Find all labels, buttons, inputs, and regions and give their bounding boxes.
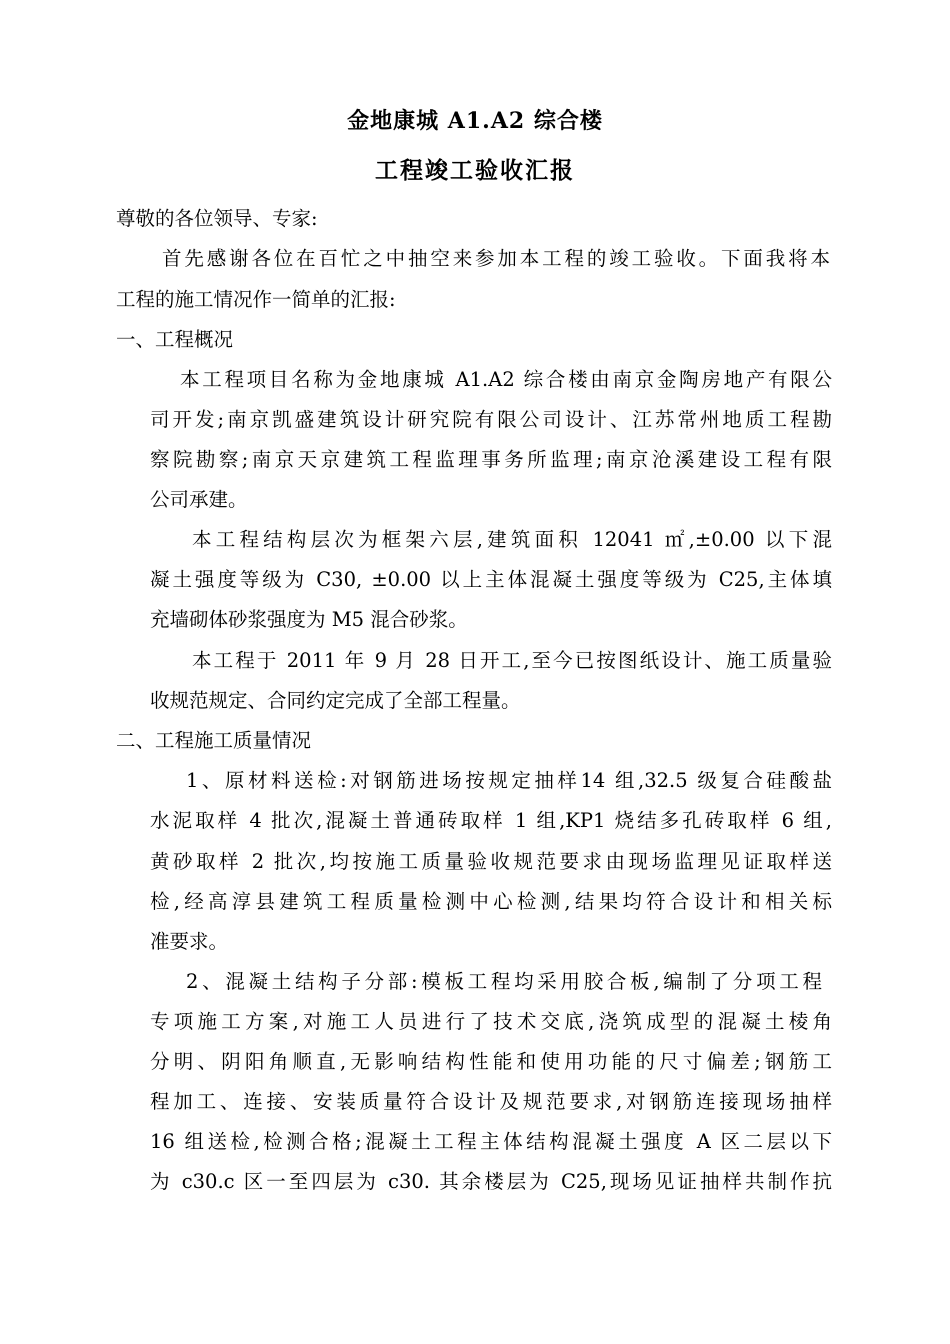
paragraph-line: 本工程于 2011 年 9 月 28 日开工,至今已按图纸设计、施工质量验 xyxy=(192,649,832,672)
paragraph-line: 分明、阴阳角顺直,无影响结构性能和使用功能的尺寸偏差;钢筋工 xyxy=(150,1050,832,1073)
paragraph-line: 收规范规定、合同约定完成了全部工程量。 xyxy=(150,689,521,712)
document-subtitle: 工程竣工验收汇报 xyxy=(375,157,575,184)
document-title: 金地康城 A1.A2 综合楼 xyxy=(347,108,603,134)
paragraph-line: 专项施工方案,对施工人员进行了技术交底,浇筑成型的混凝土棱角 xyxy=(150,1010,832,1033)
paragraph-line: 本工程结构层次为框架六层,建筑面积 12041 ㎡,±0.00 以下混 xyxy=(192,528,832,551)
paragraph-line: 程加工、连接、安装质量符合设计及规范要求,对钢筋连接现场抽样 xyxy=(150,1090,832,1113)
section-heading: 一、工程概况 xyxy=(116,328,234,351)
section-heading: 二、工程施工质量情况 xyxy=(116,729,312,752)
paragraph-line: 司开发;南京凯盛建筑设计研究院有限公司设计、江苏常州地质工程勘 xyxy=(150,408,832,431)
paragraph-line: 本工程项目名称为金地康城 A1.A2 综合楼由南京金陶房地产有限公 xyxy=(180,368,832,391)
paragraph-line: 检,经高淳县建筑工程质量检测中心检测,结果均符合设计和相关标 xyxy=(150,890,832,913)
intro-line: 工程的施工情况作一简单的汇报: xyxy=(116,288,396,311)
paragraph-line: 黄砂取样 2 批次,均按施工质量验收规范要求由现场监理见证取样送 xyxy=(150,850,832,873)
paragraph-line: 察院勘察;南京天京建筑工程监理事务所监理;南京沧溪建设工程有限 xyxy=(150,448,832,471)
paragraph-line: 准要求。 xyxy=(150,930,229,953)
paragraph-line: 2、混凝土结构子分部:模板工程均采用胶合板,编制了分项工程 xyxy=(186,970,822,993)
intro-line: 首先感谢各位在百忙之中抽空来参加本工程的竣工验收。下面我将本 xyxy=(162,247,830,270)
paragraph-line: 水泥取样 4 批次,混凝土普通砖取样 1 组,KP1 烧结多孔砖取样 6 组, xyxy=(150,809,832,832)
greeting: 尊敬的各位领导、专家: xyxy=(116,207,318,230)
paragraph-line: 充墙砌体砂浆强度为 M5 混合砂浆。 xyxy=(150,608,468,631)
paragraph-line: 凝土强度等级为 C30, ±0.00 以上主体混凝土强度等级为 C25,主体填 xyxy=(150,568,832,591)
paragraph-line: 1、原材料送检:对钢筋进场按规定抽样14 组,32.5 级复合硅酸盐 xyxy=(186,769,832,792)
paragraph-line: 为 c30.c 区一至四层为 c30. 其余楼层为 C25,现场见证抽样共制作抗 xyxy=(150,1170,832,1193)
paragraph-line: 16 组送检,检测合格;混凝土工程主体结构混凝土强度 A 区二层以下 xyxy=(150,1130,832,1153)
paragraph-line: 公司承建。 xyxy=(150,488,248,511)
